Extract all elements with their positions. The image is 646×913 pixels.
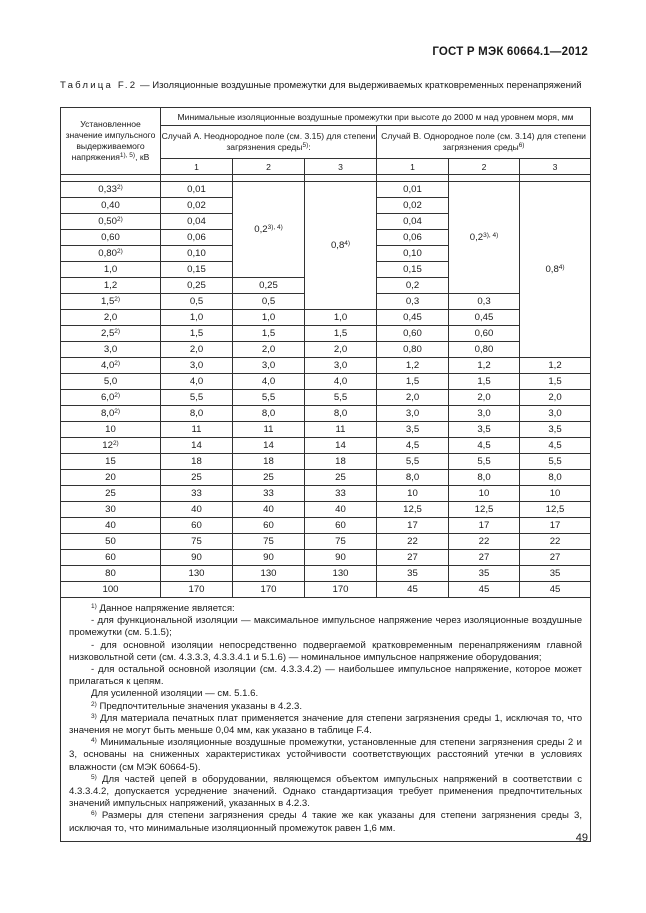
- clearance-cell-a3: 3,0: [305, 358, 377, 374]
- clearance-cell-a2: 170: [233, 582, 305, 598]
- clearance-cell-a2: 0,5: [233, 294, 305, 310]
- clearance-cell-a3: 14: [305, 438, 377, 454]
- voltage-footnote-mark: 2): [114, 296, 121, 303]
- voltage-value: 40: [105, 520, 116, 531]
- clearance-cell-b2: 1,2: [449, 358, 520, 374]
- footnote-text: Для материала печатных плат применяется значение для степени загрязнения среды 1, исключая то, что значения не могут быть меньше 0,04 мм, как указано в таблице F.4.: [69, 712, 583, 737]
- clearance-cell-b1: 0,45: [377, 310, 449, 326]
- clearance-cell-a2: 33: [233, 486, 305, 502]
- footnote: [69, 640, 582, 664]
- clearance-cell-b3: 3,0: [520, 406, 591, 422]
- clearance-cell-b1: 8,0: [377, 470, 449, 486]
- clearance-cell-b1: 10: [377, 486, 449, 502]
- clearance-cell-a3: 11: [305, 422, 377, 438]
- voltage-footnote-mark: 2): [116, 248, 123, 255]
- clearance-cell-b1: 12,5: [377, 502, 449, 518]
- voltage-cell: [61, 582, 161, 598]
- clearance-cell-a2: 3,0: [233, 358, 305, 374]
- merged-b2-cell: [449, 182, 520, 294]
- voltage-value: 15: [105, 456, 116, 467]
- clearance-cell-b1: 0,01: [377, 182, 449, 198]
- voltage-header-sup: 1), 5): [119, 152, 136, 159]
- clearance-cell-b1: 0,15: [377, 262, 449, 278]
- clearance-cell-a1: 4,0: [161, 374, 233, 390]
- voltage-value: 5,0: [103, 376, 118, 387]
- footnote: [69, 603, 582, 615]
- voltage-value: 12: [102, 440, 113, 451]
- voltage-footnote-mark: 2): [112, 440, 119, 447]
- clearance-cell-b3: 5,5: [520, 454, 591, 470]
- voltage-value: 25: [105, 488, 116, 499]
- clearance-cell-b1: 5,5: [377, 454, 449, 470]
- degree-header-3: 3: [305, 159, 377, 175]
- voltage-cell: [61, 518, 161, 534]
- clearance-cell-b2: 3,5: [449, 422, 520, 438]
- table-row: [61, 342, 591, 358]
- clearance-cell-a1: 0,5: [161, 294, 233, 310]
- case-b-text: Случай В. Однородное поле (см. 3.14) для степени загрязнения среды: [381, 131, 586, 152]
- case-a-sup: 5): [302, 142, 309, 149]
- clearance-cell-b1: 17: [377, 518, 449, 534]
- table-row: [61, 582, 591, 598]
- voltage-header-unit: , кВ: [135, 152, 150, 162]
- voltage-cell: [61, 262, 161, 278]
- voltage-value: 20: [105, 472, 116, 483]
- merged-b2-sup: 3), 4): [483, 232, 499, 239]
- clearance-cell-b2: 35: [449, 566, 520, 582]
- clearance-cell-b1: 22: [377, 534, 449, 550]
- degree-header-1: 1: [161, 159, 233, 175]
- footnote: [69, 713, 582, 737]
- caption-lead: Таблица F.2: [60, 80, 138, 91]
- clearance-cell-b2: 12,5: [449, 502, 520, 518]
- clearance-cell-a3: 60: [305, 518, 377, 534]
- clearance-cell-a2: 60: [233, 518, 305, 534]
- voltage-value: 2,0: [103, 312, 118, 323]
- clearance-cell-a1: 90: [161, 550, 233, 566]
- footnote: [69, 701, 582, 713]
- clearance-cell-b2: 0,60: [449, 326, 520, 342]
- degree-header-2: 2: [233, 159, 305, 175]
- footnote: [69, 688, 582, 700]
- clearance-cell-b1: 0,60: [377, 326, 449, 342]
- footnote-text: Данное напряжение является:: [96, 603, 235, 614]
- table-row: [61, 518, 591, 534]
- clearance-cell-a3: 1,0: [305, 310, 377, 326]
- footnote-text: Для частей цепей в оборудовании, являющемся объектом импульсных напряжений в соответствии с 4.3.3.4.2, допускается усреднение значений. Однако стандартизация требует применения предпочтительных значений импульсных напряжений, указанных в 4.2.3.: [69, 773, 583, 810]
- voltage-value: 0,80: [98, 248, 117, 259]
- clearance-cell-a1: 1,0: [161, 310, 233, 326]
- clearance-cell-a2: 1,5: [233, 326, 305, 342]
- clearance-cell-b3: 1,2: [520, 358, 591, 374]
- clearance-cell-a3: 18: [305, 454, 377, 470]
- voltage-cell: [61, 422, 161, 438]
- clearance-cell-b2: 5,5: [449, 454, 520, 470]
- clearance-cell-a1: 0,02: [161, 198, 233, 214]
- clearance-cell-b1: 1,5: [377, 374, 449, 390]
- voltage-cell: [61, 246, 161, 262]
- clearance-cell-a1: 0,15: [161, 262, 233, 278]
- clearance-cell-a1: 0,01: [161, 182, 233, 198]
- clearance-cell-a1: 170: [161, 582, 233, 598]
- clearance-cell-a3: 1,5: [305, 326, 377, 342]
- clearance-cell-a3: 5,5: [305, 390, 377, 406]
- voltage-value: 2,5: [100, 328, 115, 339]
- clearance-cell-a1: 130: [161, 566, 233, 582]
- clearance-cell-b2: 0,3: [449, 294, 520, 310]
- voltage-value: 6,0: [100, 392, 115, 403]
- clearance-table: [60, 107, 591, 842]
- clearance-cell-a1: 25: [161, 470, 233, 486]
- merged-a3-cell: [305, 182, 377, 310]
- footnote-text: - для основной изоляции непосредственно подвергаемой кратковременным перенапряжениям главной низковольтной сети (см. 4.3.3.3, 4.3.3.4.1 и 5.1.6) — номинальное импульсное напряжение оборудования;: [69, 639, 583, 663]
- merged-b3-sup: 4): [558, 264, 565, 271]
- clearance-cell-a1: 2,0: [161, 342, 233, 358]
- voltage-cell: [61, 230, 161, 246]
- voltage-cell: [61, 342, 161, 358]
- footnote: [69, 810, 582, 834]
- clearance-cell-b2: 22: [449, 534, 520, 550]
- clearance-cell-a2: 130: [233, 566, 305, 582]
- voltage-value: 0,40: [101, 200, 120, 211]
- case-b-sup: 6): [518, 142, 525, 149]
- clearance-cell-b1: 0,3: [377, 294, 449, 310]
- table-row: [61, 182, 591, 198]
- footnote-mark: 2): [91, 700, 97, 708]
- clearance-cell-b3: 27: [520, 550, 591, 566]
- clearance-cell-a2: 4,0: [233, 374, 305, 390]
- table-row: [61, 486, 591, 502]
- footnote: [69, 737, 582, 774]
- clearance-cell-b3: 35: [520, 566, 591, 582]
- voltage-value: 10: [105, 424, 116, 435]
- document-code: ГОСТ Р МЭК 60664.1—2012: [432, 46, 588, 58]
- footnote-mark: 5): [91, 773, 97, 781]
- footnotes-block: [61, 598, 591, 842]
- clearance-cell-b3: 10: [520, 486, 591, 502]
- clearance-cell-b3: 3,5: [520, 422, 591, 438]
- caption-text: — Изоляционные воздушные промежутки для выдерживаемых кратковременных перенапряжений: [137, 80, 582, 91]
- table-row: [61, 566, 591, 582]
- voltage-cell: [61, 470, 161, 486]
- clearance-cell-a1: 0,06: [161, 230, 233, 246]
- clearance-cell-b1: 35: [377, 566, 449, 582]
- voltage-cell: [61, 326, 161, 342]
- voltage-value: 50: [105, 536, 116, 547]
- table-row: [61, 454, 591, 470]
- voltage-cell: [61, 358, 161, 374]
- clearance-cell-a3: 90: [305, 550, 377, 566]
- voltage-value: 60: [105, 552, 116, 563]
- clearance-cell-a1: 0,10: [161, 246, 233, 262]
- voltage-value: 80: [105, 568, 116, 579]
- voltage-column-header: [61, 108, 161, 175]
- clearance-cell-b1: 0,02: [377, 198, 449, 214]
- voltage-cell: [61, 406, 161, 422]
- clearance-cell-a1: 14: [161, 438, 233, 454]
- table-row: [61, 310, 591, 326]
- footnote-text: Для усиленной изоляции — см. 5.1.6.: [91, 688, 259, 700]
- clearance-cell-a2: 14: [233, 438, 305, 454]
- clearance-cell-a3: 130: [305, 566, 377, 582]
- clearance-cell-a2: 1,0: [233, 310, 305, 326]
- clearance-cell-a1: 18: [161, 454, 233, 470]
- clearance-cell-b2: 1,5: [449, 374, 520, 390]
- voltage-cell: [61, 486, 161, 502]
- clearance-cell-b3: 22: [520, 534, 591, 550]
- voltage-value: 0,33: [98, 184, 117, 195]
- table-row: [61, 374, 591, 390]
- voltage-cell: [61, 278, 161, 294]
- clearance-cell-a3: 75: [305, 534, 377, 550]
- clearance-cell-a1: 40: [161, 502, 233, 518]
- clearance-cell-a3: 25: [305, 470, 377, 486]
- footnote-mark: 6): [91, 810, 97, 818]
- table-row: [61, 470, 591, 486]
- voltage-value: 0,60: [101, 232, 120, 243]
- table-row: [61, 438, 591, 454]
- clearance-cell-b1: 1,2: [377, 358, 449, 374]
- clearance-cell-a1: 0,04: [161, 214, 233, 230]
- footnote-text: Размеры для степени загрязнения среды 4 такие же как указаны для степени загрязнения среды 3, исключая то, что минимальные изоляционный промежуток равен 1,6 мм.: [69, 810, 583, 834]
- clearance-cell-a1: 3,0: [161, 358, 233, 374]
- clearance-cell-b1: 4,5: [377, 438, 449, 454]
- case-a-header: Случай А. Неоднородное поле (см. 3.15) для степени загрязнения среды$^{5)}$:: [161, 126, 377, 159]
- merged-a3-value: 0,8: [330, 240, 345, 251]
- clearance-cell-a2: 40: [233, 502, 305, 518]
- degree-header-4: 1: [377, 159, 449, 175]
- clearance-cell-a2: 18: [233, 454, 305, 470]
- table-row: [61, 406, 591, 422]
- voltage-cell: [61, 390, 161, 406]
- voltage-value: 1,5: [100, 296, 115, 307]
- voltage-value: 30: [105, 504, 116, 515]
- merged-a2-cell: [233, 182, 305, 278]
- voltage-value: 1,2: [103, 280, 118, 291]
- footnote-mark: 4): [91, 737, 97, 745]
- table-row: [61, 502, 591, 518]
- voltage-cell: [61, 454, 161, 470]
- clearance-cell-b1: 3,0: [377, 406, 449, 422]
- footnote: [69, 615, 582, 639]
- voltage-value: 3,0: [103, 344, 118, 355]
- degree-header-6: 3: [520, 159, 591, 175]
- footnote: [69, 774, 582, 811]
- clearance-cell-a3: 2,0: [305, 342, 377, 358]
- voltage-cell: [61, 534, 161, 550]
- table-caption: [60, 80, 590, 92]
- clearance-cell-a2: 25: [233, 470, 305, 486]
- clearance-cell-b1: 0,04: [377, 214, 449, 230]
- page-number: 49: [575, 832, 588, 844]
- merged-b3-cell: [520, 182, 591, 358]
- clearance-cell-b1: 3,5: [377, 422, 449, 438]
- merged-a2-value: 0,2: [254, 224, 268, 235]
- voltage-footnote-mark: 2): [116, 184, 123, 191]
- clearance-cell-a1: 75: [161, 534, 233, 550]
- clearance-cell-b3: 17: [520, 518, 591, 534]
- clearance-group-header: Минимальные изоляционные воздушные промежутки при высоте до 2000 м над уровнем моря, мм: [161, 108, 591, 126]
- clearance-cell-a2: 75: [233, 534, 305, 550]
- footnote-text: - для функциональной изоляции — максимальное импульсное напряжение через изоляционные воздушные промежутки (см. 5.1.5);: [69, 615, 583, 639]
- voltage-footnote-mark: 2): [114, 408, 121, 415]
- clearance-cell-b3: 2,0: [520, 390, 591, 406]
- voltage-header-text: Установленное значение импульсного выдерживаемого напряжения: [65, 119, 156, 162]
- clearance-cell-b3: 1,5: [520, 374, 591, 390]
- voltage-footnote-mark: 2): [114, 328, 121, 335]
- voltage-cell: [61, 566, 161, 582]
- footnote-text: - для остальной основной изоляции (см. 4.3.3.4.2) — наибольшее импульсное напряжение, которое может прилагаться к цепям.: [69, 664, 583, 688]
- clearance-cell-a2: 5,5: [233, 390, 305, 406]
- voltage-cell: [61, 502, 161, 518]
- footnote-text: Предпочтительные значения указаны в 4.2.3.: [96, 700, 303, 712]
- clearance-cell-a1: 1,5: [161, 326, 233, 342]
- clearance-cell-a2: 0,25: [233, 278, 305, 294]
- clearance-cell-a3: 4,0: [305, 374, 377, 390]
- clearance-cell-b3: 45: [520, 582, 591, 598]
- clearance-cell-a1: 11: [161, 422, 233, 438]
- voltage-footnote-mark: 2): [116, 216, 123, 223]
- voltage-footnote-mark: 2): [114, 392, 121, 399]
- voltage-value: 8,0: [100, 408, 115, 419]
- clearance-cell-b1: 2,0: [377, 390, 449, 406]
- voltage-value: 0,50: [98, 216, 117, 227]
- clearance-cell-b2: 45: [449, 582, 520, 598]
- merged-b3-value: 0,8: [545, 264, 559, 275]
- clearance-cell-b3: 12,5: [520, 502, 591, 518]
- clearance-cell-a1: 8,0: [161, 406, 233, 422]
- footnote-mark: 1): [91, 603, 97, 610]
- clearance-cell-b2: 2,0: [449, 390, 520, 406]
- voltage-cell: [61, 550, 161, 566]
- voltage-value: 100: [102, 584, 119, 595]
- clearance-cell-a1: 60: [161, 518, 233, 534]
- clearance-cell-b1: 0,80: [377, 342, 449, 358]
- clearance-cell-a3: 40: [305, 502, 377, 518]
- clearance-cell-b2: 17: [449, 518, 520, 534]
- voltage-value: 4,0: [100, 360, 115, 371]
- clearance-cell-b2: 4,5: [449, 438, 520, 454]
- footnote-text: Минимальные изоляционные воздушные промежутки, установленные для степени загрязнения среды 2 и 3, основаны на сниженных характеристиках устойчивости соответствующих расстояний утечки в условиях влажности (см МЭК 60664-5).: [69, 737, 583, 773]
- case-a-text: Случай А. Неоднородное поле (см. 3.15) для степени загрязнения среды: [161, 131, 376, 152]
- table-row: [61, 326, 591, 342]
- clearance-cell-b3: 4,5: [520, 438, 591, 454]
- merged-b2-value: 0,2: [469, 232, 484, 243]
- clearance-cell-b1: 45: [377, 582, 449, 598]
- voltage-cell: [61, 294, 161, 310]
- clearance-cell-a1: 33: [161, 486, 233, 502]
- degree-header-5: 2: [449, 159, 520, 175]
- clearance-cell-a2: 90: [233, 550, 305, 566]
- clearance-cell-b2: 8,0: [449, 470, 520, 486]
- clearance-cell-b3: 8,0: [520, 470, 591, 486]
- table-row: [61, 550, 591, 566]
- footnote: [69, 664, 582, 688]
- voltage-cell: [61, 374, 161, 390]
- clearance-cell-a1: 5,5: [161, 390, 233, 406]
- voltage-cell: [61, 182, 161, 198]
- clearance-cell-b1: 0,2: [377, 278, 449, 294]
- clearance-cell-b1: 0,06: [377, 230, 449, 246]
- voltage-cell: [61, 310, 161, 326]
- clearance-cell-a3: 33: [305, 486, 377, 502]
- footnote-mark: 3): [91, 712, 97, 720]
- voltage-cell: [61, 214, 161, 230]
- table-row: [61, 534, 591, 550]
- clearance-cell-b2: 0,80: [449, 342, 520, 358]
- merged-a2-sup: 3), 4): [267, 224, 283, 231]
- merged-a3-sup: 4): [344, 240, 351, 247]
- table-row: [61, 358, 591, 374]
- clearance-cell-b2: 3,0: [449, 406, 520, 422]
- case-b-header: [377, 126, 591, 159]
- clearance-cell-a2: 8,0: [233, 406, 305, 422]
- voltage-cell: [61, 198, 161, 214]
- clearance-cell-a3: 170: [305, 582, 377, 598]
- table-row: [61, 422, 591, 438]
- voltage-footnote-mark: 2): [114, 360, 121, 367]
- clearance-cell-b2: 10: [449, 486, 520, 502]
- clearance-cell-b1: 27: [377, 550, 449, 566]
- voltage-value: 1,0: [103, 264, 118, 275]
- clearance-cell-a3: 8,0: [305, 406, 377, 422]
- clearance-cell-a1: 0,25: [161, 278, 233, 294]
- clearance-cell-a2: 2,0: [233, 342, 305, 358]
- clearance-cell-b1: 0,10: [377, 246, 449, 262]
- clearance-cell-b2: 27: [449, 550, 520, 566]
- voltage-cell: [61, 438, 161, 454]
- clearance-cell-b2: 0,45: [449, 310, 520, 326]
- table-row: [61, 390, 591, 406]
- clearance-cell-a2: 11: [233, 422, 305, 438]
